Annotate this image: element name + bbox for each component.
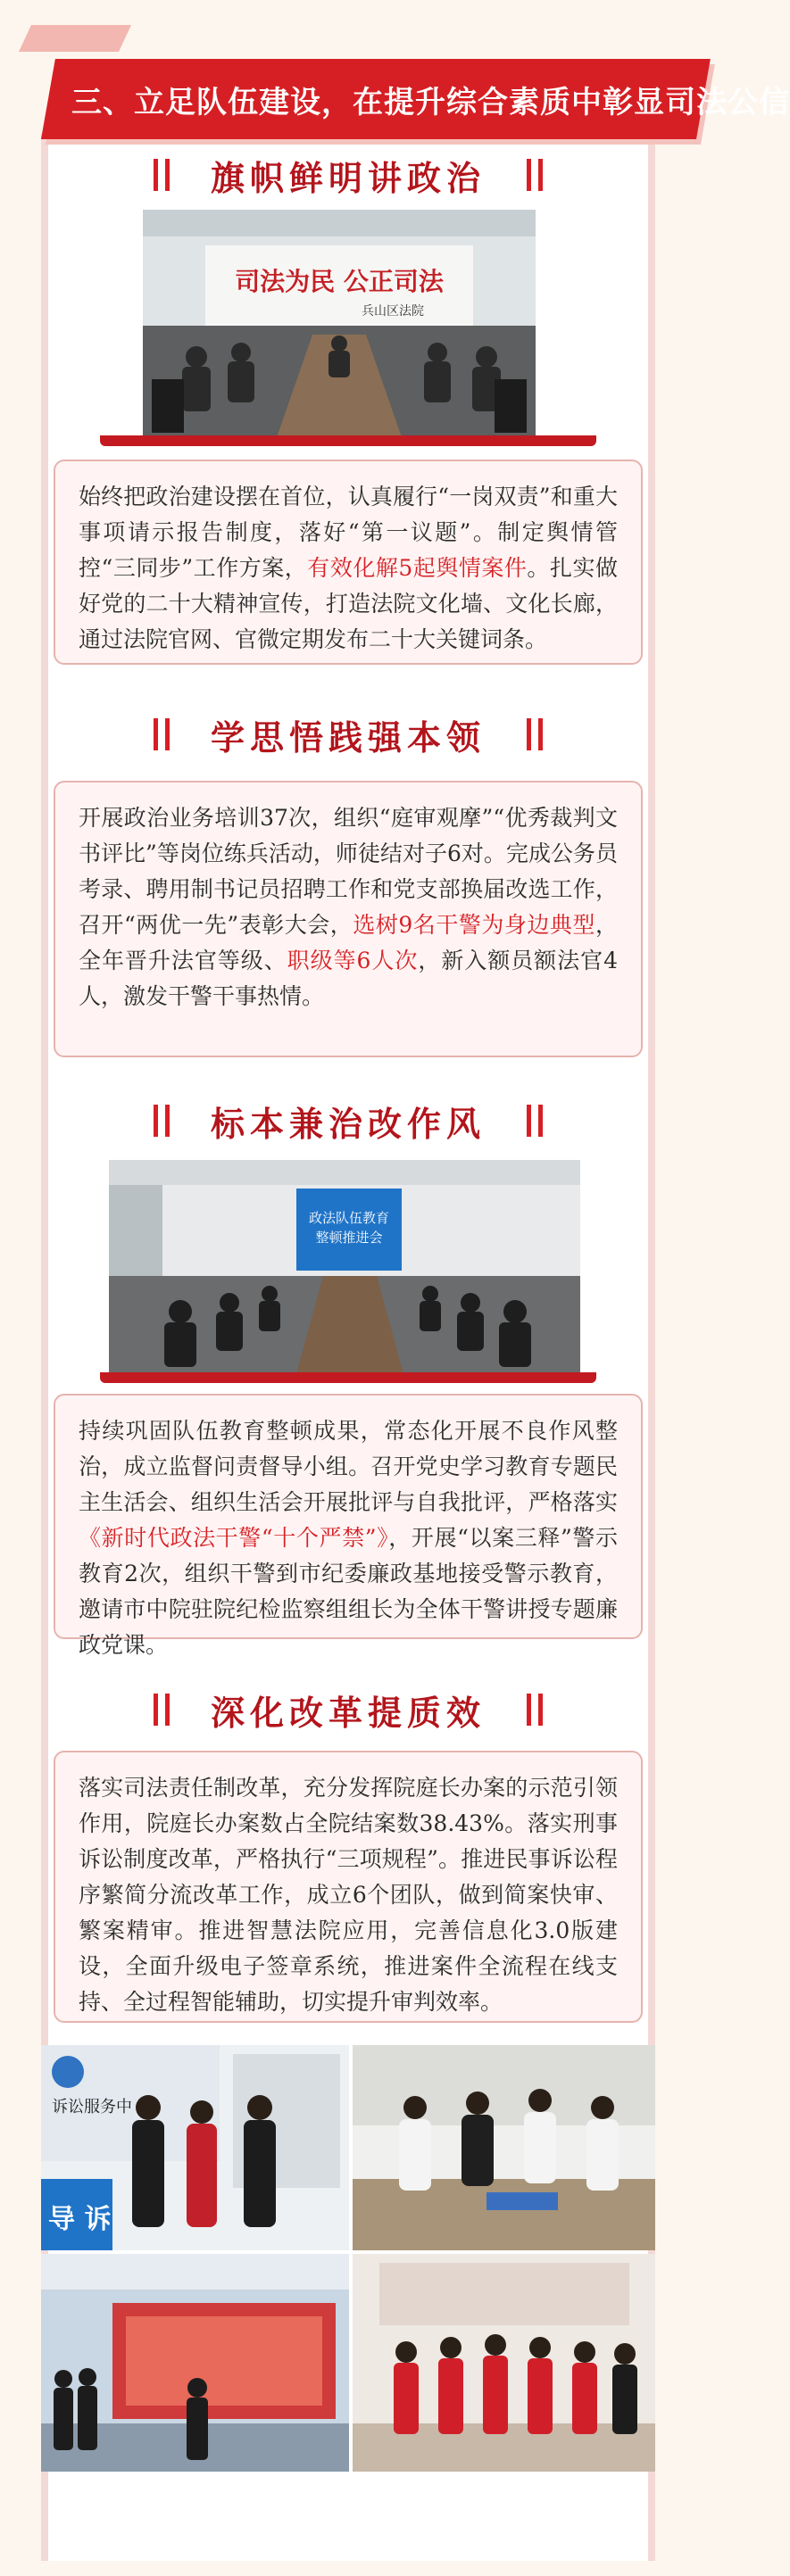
photo-2-underline — [100, 1372, 596, 1383]
heading-bars-left — [154, 1105, 170, 1137]
section-1-highlight: 有效化解5起舆情案件 — [307, 555, 528, 581]
heading-bars-right — [527, 1105, 543, 1137]
section-heading-text: 学思悟践强本领 — [210, 716, 486, 758]
collage-photo-2-image — [353, 2045, 655, 2250]
section-heading-text: 深化改革提质效 — [210, 1692, 486, 1733]
heading-bars-right — [527, 159, 543, 191]
collage-photo-meeting — [353, 2045, 655, 2250]
section-heading-2 — [107, 709, 589, 759]
photo-1-underline — [100, 435, 596, 446]
collage-photo-volunteers — [353, 2254, 655, 2472]
heading-bars-right — [527, 1694, 543, 1726]
section-heading-text: 旗帜鲜明讲政治 — [210, 157, 486, 198]
header-decor-tab — [19, 25, 131, 52]
section-1-para-b: 。扎实做好党的二十大精神宣传，打造法院文化墙、文化长廊，通过法院官网、官微定期发布二十大关键词条。 — [79, 555, 618, 652]
screen-text-line-2: 整顿推进会 — [315, 1230, 383, 1246]
section-4-para: 落实司法责任制改革，充分发挥院庭长办案的示范引领作用，院庭长办案数占全院结案数38.43%。落实刑事诉讼制度改革，严格执行“三项规程”。推进民事诉讼程序繁简分流改革工作，成立6个团队，做到简案快审、繁案精审。推进智慧法院应用，完善信息化3.0版建设，全面升级电子签章系统，推进案件全流程在线支持、全过程智能辅助，切实提升审判效率。 — [79, 1775, 618, 2015]
section-3-para-b: ，开展“以案三释”警示教育2次，组织干警到市纪委廉政基地接受警示教育，邀请市中院驻院纪检监察组组长为全体干警讲授专题廉政党课。 — [79, 1525, 618, 1658]
section-heading-3 — [107, 1096, 589, 1146]
section-1-text-box — [54, 460, 643, 665]
screen-text-line-1: 政法队伍教育 — [308, 1210, 390, 1226]
section-2-para-a: 开展政治业务培训37次，组织“庭审观摩”“优秀裁判文书评比”等岗位练兵活动，师徒结对子6对。完成公务员考录、聘用制书记员招聘工作和党支部换届改选工作，召开“两优一先”表彰大会， — [79, 805, 618, 938]
section-2-highlight-1: 选树9名干警为身边典型 — [353, 912, 595, 938]
meeting-photo-2 — [109, 1160, 580, 1374]
collage-photo-3-image — [41, 2254, 349, 2472]
section-heading-text: 标本兼治改作风 — [210, 1103, 486, 1144]
section-banner-title: 三、立足队伍建设，在提升综合素质中彰显司法公信 — [71, 84, 790, 120]
photo-wall-slogan: 司法为民 公正司法 — [235, 267, 444, 296]
collage-sign-service: 诉讼服务中 — [52, 2098, 132, 2116]
section-3-para-a: 持续巩固队伍教育整顿成果，常态化开展不良作风整治，成立监督问责督导小组。召开党史学习教育专题民主生活会、组织生活会开展批评与自我批评，严格落实 — [79, 1418, 618, 1515]
heading-bars-left — [154, 1694, 170, 1726]
section-2-para-b: ，全年晋升法官等级、 — [79, 912, 618, 973]
collage-photo-1-image — [41, 2045, 349, 2250]
section-3-text-box — [54, 1394, 643, 1658]
photo-wall-court-name: 兵山区法院 — [362, 304, 424, 319]
heading-bars-left — [154, 159, 170, 191]
meeting-photo-2-image — [109, 1160, 580, 1374]
section-2-highlight-2: 职级等6人次 — [287, 948, 419, 973]
collage-photo-4-image — [353, 2254, 655, 2472]
section-heading-4 — [107, 1685, 589, 1735]
heading-bars-left — [154, 718, 170, 750]
collage-photo-service-center — [41, 2045, 349, 2250]
section-3-highlight: 《新时代政法干警“十个严禁”》 — [79, 1525, 389, 1551]
meeting-photo-1-image — [143, 210, 536, 437]
section-2-text-box — [54, 781, 643, 1057]
section-1-para-a: 始终把政治建设摆在首位，认真履行“一岗双责”和重大事项请示报告制度，落好“第一议题”。制定舆情管控“三同步”工作方案， — [79, 484, 618, 581]
collage-sign-guide: 导 诉 — [48, 2204, 112, 2235]
section-4-text-box — [54, 1751, 643, 2023]
section-2-para-c: ，新入额员额法官4人，激发干警干事热情。 — [79, 948, 618, 1009]
section-heading-1 — [107, 150, 589, 200]
meeting-photo-1 — [143, 210, 536, 437]
heading-bars-right — [527, 718, 543, 750]
collage-photo-display-wall — [41, 2254, 349, 2472]
